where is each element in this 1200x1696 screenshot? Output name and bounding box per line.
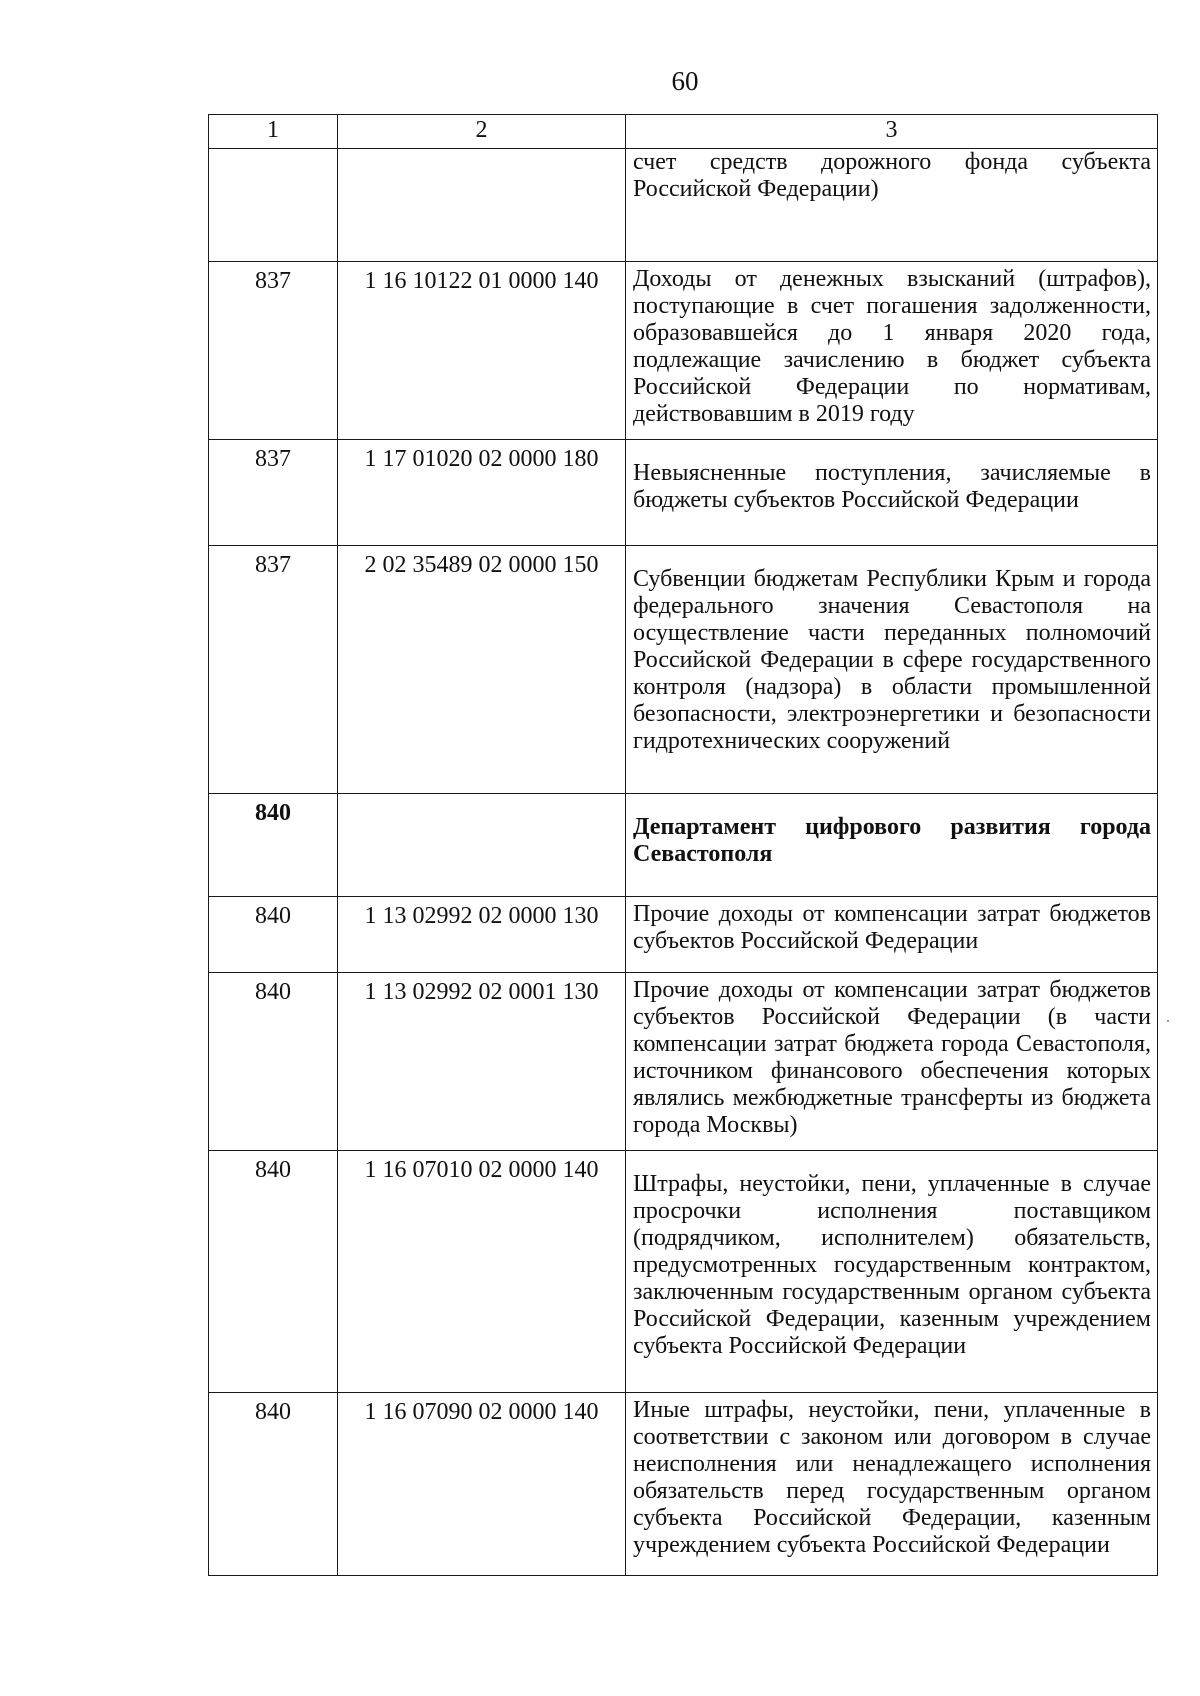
revenue-code-cell: 1 17 01020 02 0000 180 — [338, 440, 626, 546]
table-row — [209, 794, 1158, 897]
table-row — [209, 973, 1158, 1151]
revenue-code-cell: 1 13 02992 02 0001 130 — [338, 973, 626, 1151]
revenue-name-cell: счет средств дорожного фонда субъекта Российской Федерации) — [626, 149, 1158, 262]
revenue-name-cell: Прочие доходы от компенсации затрат бюджетов субъектов Российской Федерации (в части компенсации затрат бюджета города Севастополя, источником финансового обеспечения которых являлись межбюджетные трансферты из бюджета города Москвы) — [626, 973, 1158, 1151]
table-row — [209, 546, 1158, 794]
revenue-name-cell: Доходы от денежных взысканий (штрафов), поступающие в счет погашения задолженности, образовавшейся до 1 января 2020 года, подлежащие зачислению в бюджет субъекта Российской Федерации по нормативам, действовавшим в 2019 году — [626, 262, 1158, 440]
revenue-code-cell — [338, 794, 626, 897]
revenue-code-cell: 1 16 10122 01 0000 140 — [338, 262, 626, 440]
revenue-name-cell: Невыясненные поступления, зачисляемые в бюджеты субъектов Российской Федерации — [626, 440, 1158, 546]
revenue-name-cell: Иные штрафы, неустойки, пени, уплаченные в соответствии с законом или договором в случае неисполнения или ненадлежащего исполнения обязательств перед государственным органом субъекта Российской Федерации, казенным учреждением субъекта Российской Федерации — [626, 1393, 1158, 1576]
revenue-code-cell: 1 13 02992 02 0000 130 — [338, 897, 626, 973]
admin-code-cell: 837 — [209, 546, 338, 794]
revenue-codes-table — [208, 114, 1158, 1576]
table-row — [209, 1393, 1158, 1576]
page-number: 60 — [671, 66, 699, 96]
table-header-row — [209, 115, 1158, 149]
admin-code-cell: 837 — [209, 440, 338, 546]
admin-code-cell: 837 — [209, 262, 338, 440]
revenue-code-cell: 2 02 35489 02 0000 150 — [338, 546, 626, 794]
table-row — [209, 1151, 1158, 1393]
revenue-code-cell — [338, 149, 626, 262]
revenue-code-cell: 1 16 07010 02 0000 140 — [338, 1151, 626, 1393]
admin-code-cell: 840 — [209, 1393, 338, 1576]
revenue-code-cell: 1 16 07090 02 0000 140 — [338, 1393, 626, 1576]
revenue-name-cell: Прочие доходы от компенсации затрат бюджетов субъектов Российской Федерации — [626, 897, 1158, 973]
admin-code-cell: 840 — [209, 1151, 338, 1393]
department-name-cell: Департамент цифрового развития города Севастополя — [626, 794, 1158, 897]
table-row — [209, 149, 1158, 262]
table-row — [209, 897, 1158, 973]
header-cell-2: 2 — [338, 115, 626, 149]
admin-code-cell: 840 — [209, 897, 338, 973]
admin-code-cell — [209, 149, 338, 262]
scan-dot — [1167, 1020, 1169, 1022]
admin-code-cell: 840 — [209, 973, 338, 1151]
table-row — [209, 440, 1158, 546]
revenue-name-cell: Штрафы, неустойки, пени, уплаченные в случае просрочки исполнения поставщиком (подрядчиком, исполнителем) обязательств, предусмотренных государственным контрактом, заключенным государственным органом субъекта Российской Федерации, казенным учреждением субъекта Российской Федерации — [626, 1151, 1158, 1393]
header-cell-3: 3 — [626, 115, 1158, 149]
table-row — [209, 262, 1158, 440]
revenue-name-cell: Субвенции бюджетам Республики Крым и города федерального значения Севастополя на осуществление части переданных полномочий Российской Федерации в сфере государственного контроля (надзора) в области промышленной безопасности, электроэнергетики и безопасности гидротехнических сооружений — [626, 546, 1158, 794]
admin-code-cell: 840 — [209, 794, 338, 897]
header-cell-1: 1 — [209, 115, 338, 149]
